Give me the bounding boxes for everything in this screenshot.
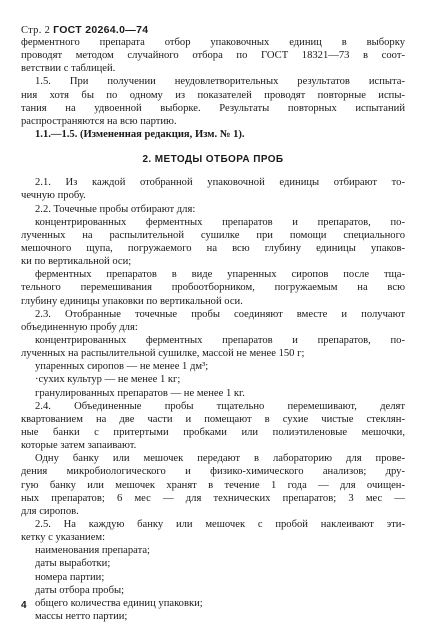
text-line: 2.4. Объединенные пробы тщательно перемешивают, делят: [35, 400, 405, 412]
text-line: проводят методом случайного отбора по ГОСТ 18321—73 в соот-: [21, 50, 405, 62]
text-line: номера партии;: [35, 571, 105, 583]
document-body: [21, 36, 405, 623]
text-line: гранулированных препаратов — не менее 1 кг.: [35, 387, 245, 399]
text-line: объединенную пробу для:: [21, 321, 138, 333]
running-header: [21, 24, 148, 36]
text-line: лученных на распылительной сушилке, массой не менее 150 г;: [21, 348, 305, 360]
text-line: упаренных сиропов — не менее 1 дм³;: [35, 361, 209, 373]
text-line: общего количества единиц упаковки;: [35, 597, 203, 609]
text-line: Одну банку или мешочек передают в лабораторию для прове-: [35, 453, 405, 465]
text-line: даты отбора пробы;: [35, 584, 125, 596]
text-line: массы нетто партии;: [35, 610, 128, 622]
text-line: лученных на распылительной сушилке при помощи специального: [21, 229, 405, 241]
text-line: тельного перемешивания пробоотборником, погружаемым на всю: [21, 282, 405, 294]
text-line: ферментных препаратов в виде упаренных сиропов после тща-: [35, 269, 405, 281]
text-line: 2.5. На каждую банку или мешочек с пробой наклеивают эти-: [35, 518, 405, 530]
text-line: ветствии с таблицей.: [21, 63, 116, 75]
text-line: распространяются на всю партию.: [21, 115, 177, 127]
text-line: которые затем запаивают.: [21, 440, 137, 452]
text-line: ки по вертикальной оси;: [21, 256, 132, 268]
page-number: 4: [21, 600, 27, 611]
text-line: концентрированных ферментных препаратов и препаратов, по-: [35, 334, 405, 346]
page-label: Стр. 2: [21, 25, 51, 36]
text-line: тания на удвоенной выборке. Результаты повторных испытаний: [21, 102, 405, 114]
text-line: 2.1. Из каждой отобранной упаковочной единицы отбирают то-: [35, 177, 405, 189]
text-line: гую банку или мешочек хранят в течение 1 года — для очищен-: [21, 479, 405, 491]
section-title: 2. МЕТОДЫ ОТБОРА ПРОБ: [142, 154, 284, 166]
standard-number: ГОСТ 20264.0—74: [53, 24, 149, 36]
text-line: даты выработки;: [35, 558, 111, 570]
text-line: ·сухих культур — не менее 1 кг;: [35, 374, 181, 386]
text-line: 1.5. При получении неудовлетворительных результатов испыта-: [35, 76, 405, 88]
text-line: чечную пробу.: [21, 190, 86, 202]
text-line: 2.3. Отобранные точечные пробы соединяют вместе и получают: [35, 308, 405, 320]
text-line: дения микробиологического и физико-химического анализов; дру-: [21, 466, 405, 478]
section-1-tail: [21, 36, 405, 141]
text-line: ные банки с притертыми пробками или полиэтиленовые мешочки,: [21, 426, 405, 438]
text-line: наименования препарата;: [35, 545, 151, 557]
text-line: 2.2. Точечные пробы отбирают для:: [35, 203, 196, 215]
text-line: ния хотя бы по одному из показателей проводят повторные испы-: [21, 89, 405, 101]
text-line: глубину единицы упаковки по вертикальной оси.: [21, 295, 243, 307]
text-line: квартованием на две части и помещают в сухие чистые стеклян-: [21, 413, 405, 425]
text-line: 1.1.—1.5. (Измененная редакция, Изм. № 1).: [35, 128, 245, 140]
text-line: мешочного щупа, погружаемого на всю глубину единицы упаков-: [21, 242, 405, 254]
text-line: концентрированных ферментных препаратов и препаратов, по-: [35, 216, 405, 228]
text-line: для сиропов.: [21, 505, 79, 517]
text-line: кетку с указанием:: [21, 532, 106, 544]
text-line: ферментного препарата отбор упаковочных единиц в выборку: [21, 37, 405, 48]
text-line: ных препаратов; 6 мес — для технических препаратов; 3 мес —: [21, 492, 405, 504]
section-2-body: [21, 176, 405, 623]
